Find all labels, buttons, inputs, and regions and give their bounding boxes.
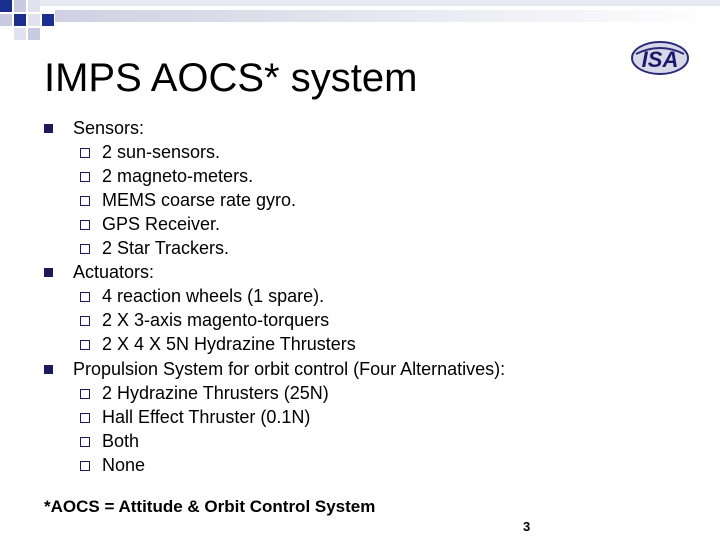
list-item-text: 2 X 3-axis magento-torquers	[102, 310, 330, 330]
list-item-text: None	[102, 455, 146, 475]
slide-title: IMPS AOCS* system	[44, 56, 418, 100]
list-item	[80, 238, 229, 259]
list-item	[80, 383, 329, 404]
list-item	[80, 310, 329, 331]
hollow-square-bullet-icon	[80, 413, 90, 423]
page-number: 3	[523, 519, 531, 534]
list-item-text: 2 sun-sensors.	[102, 142, 221, 162]
section-label: Sensors:	[73, 118, 145, 138]
list-item-text: 4 reaction wheels (1 spare).	[102, 286, 325, 306]
hollow-square-bullet-icon	[80, 316, 90, 326]
hollow-square-bullet-icon	[80, 292, 90, 302]
footnote: *AOCS = Attitude & Orbit Control System	[44, 497, 376, 516]
hollow-square-bullet-icon	[80, 148, 90, 158]
list-item-text: 2 magneto-meters.	[102, 166, 254, 186]
square-bullet-icon	[44, 268, 53, 277]
list-item-text: MEMS coarse rate gyro.	[102, 190, 297, 210]
list-item	[44, 118, 144, 139]
list-item	[80, 214, 220, 235]
list-item	[44, 262, 154, 283]
list-item	[80, 334, 356, 355]
hollow-square-bullet-icon	[80, 244, 90, 254]
list-item-text: 2 Hydrazine Thrusters (25N)	[102, 383, 329, 403]
svg-text:ISA: ISA	[641, 47, 679, 72]
list-item	[44, 359, 505, 380]
square-bullet-icon	[44, 365, 53, 374]
hollow-square-bullet-icon	[80, 172, 90, 182]
list-item-text: 2 X 4 X 5N Hydrazine Thrusters	[102, 334, 356, 354]
list-item	[80, 286, 324, 307]
hollow-square-bullet-icon	[80, 196, 90, 206]
hollow-square-bullet-icon	[80, 340, 90, 350]
section-label: Propulsion System for orbit control (Four Alternatives):	[73, 359, 506, 379]
hollow-square-bullet-icon	[80, 461, 90, 471]
hollow-square-bullet-icon	[80, 437, 90, 447]
list-item-text: GPS Receiver.	[102, 214, 221, 234]
list-item	[80, 142, 220, 163]
list-item-text: Both	[102, 431, 140, 451]
hollow-square-bullet-icon	[80, 389, 90, 399]
list-item-text: 2 Star Trackers.	[102, 238, 230, 258]
list-item	[80, 407, 310, 428]
list-item-text: Hall Effect Thruster (0.1N)	[102, 407, 311, 427]
list-item	[80, 166, 253, 187]
hollow-square-bullet-icon	[80, 220, 90, 230]
section-label: Actuators:	[73, 262, 155, 282]
list-item	[80, 455, 145, 476]
list-item	[80, 431, 139, 452]
square-bullet-icon	[44, 124, 53, 133]
list-item	[80, 190, 296, 211]
